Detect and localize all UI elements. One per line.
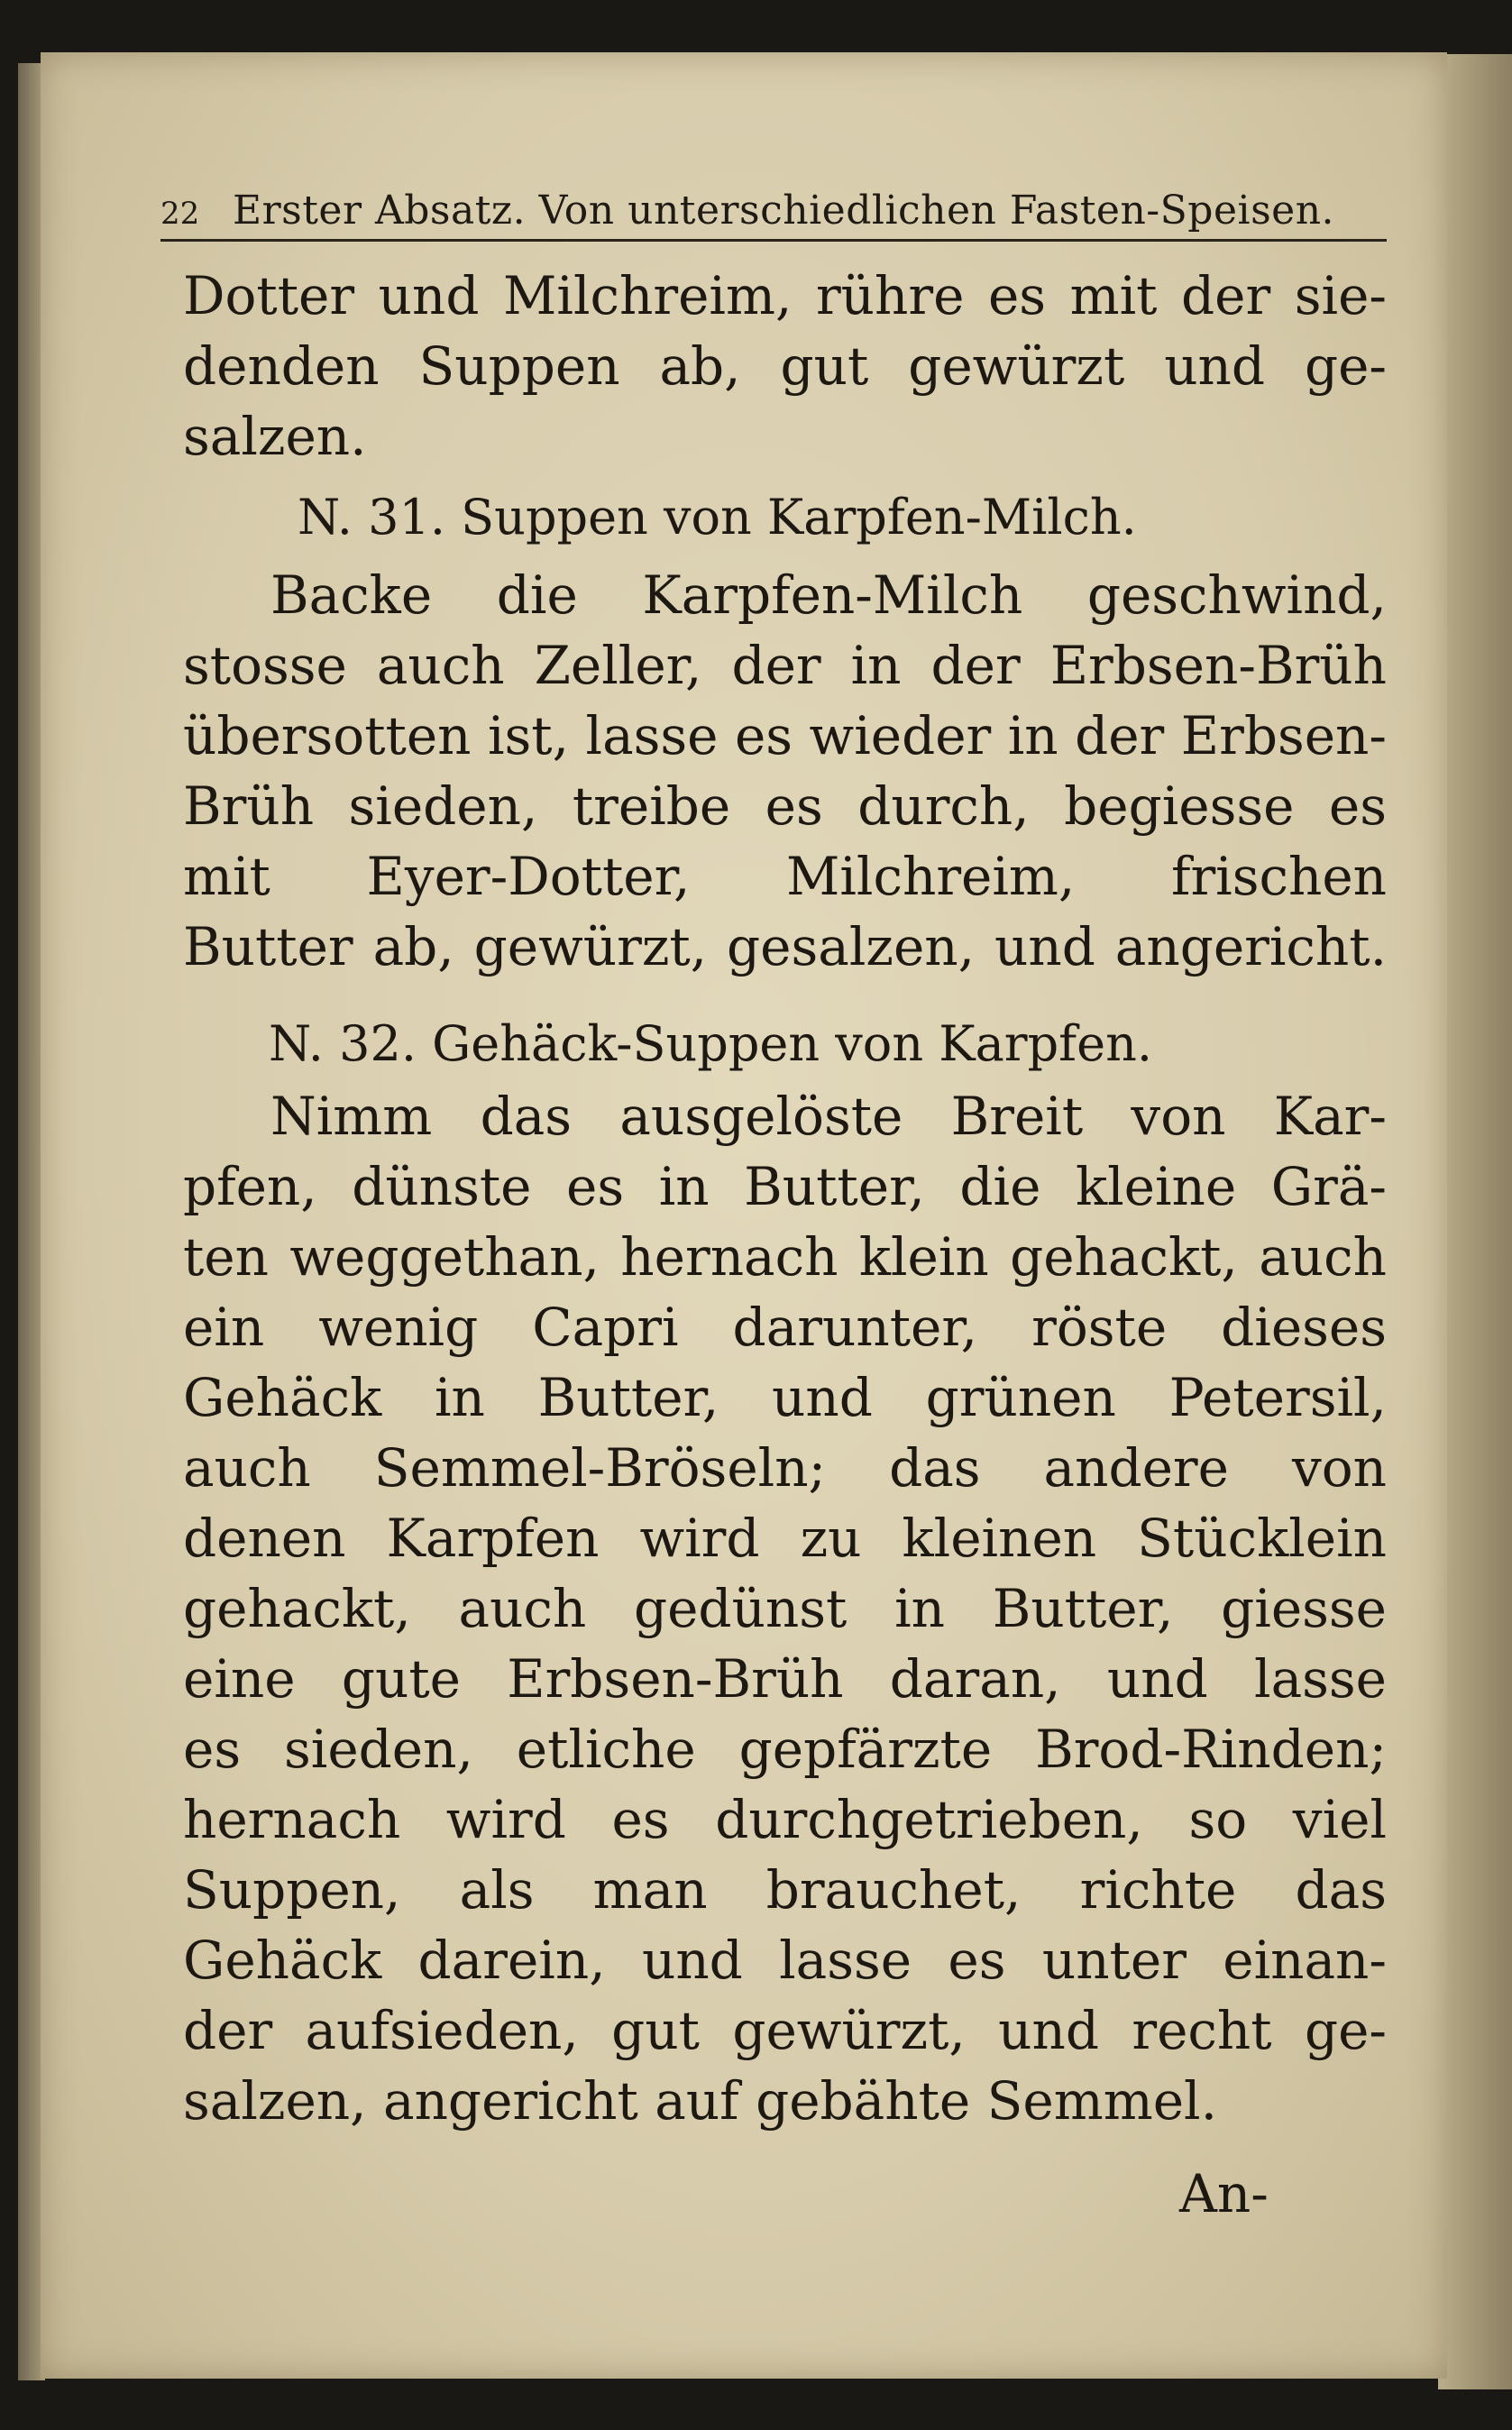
text-line: stosse auch Zeller, der in der Erbsen-Brüh xyxy=(183,635,1387,696)
text-line: gehackt, auch gedünst in Butter, giesse xyxy=(183,1578,1387,1639)
text-line: mit Eyer-Dotter, Milchreim, frischen xyxy=(183,846,1387,907)
text-line: Backe die Karpfen-Milch geschwind, xyxy=(270,564,1387,626)
text-line: Suppen, als man brauchet, richte das xyxy=(183,1859,1387,1921)
text-line: Brüh sieden, treibe es durch, begiesse es xyxy=(183,775,1387,837)
catchword: An- xyxy=(1179,2163,1269,2224)
text-line: ein wenig Capri darunter, röste dieses xyxy=(183,1297,1387,1358)
recipe-heading: N. 31. Suppen von Karpfen-Milch. xyxy=(298,489,1137,546)
running-head-title: Erster Absatz. Von unterschiedlichen Fasten-Speisen. xyxy=(233,188,1335,234)
running-header xyxy=(160,176,1387,242)
recipe-heading: N. 32. Gehäck-Suppen von Karpfen. xyxy=(269,1015,1153,1072)
text-line: Nimm das ausgelöste Breit von Kar- xyxy=(270,1086,1387,1147)
page-stack-edge xyxy=(1438,54,1512,2389)
text-line: Butter ab, gewürzt, gesalzen, und angericht. xyxy=(183,916,1387,977)
text-line: denen Karpfen wird zu kleinen Stücklein xyxy=(183,1508,1387,1569)
text-line: der aufsieden, gut gewürzt, und recht ge- xyxy=(183,2000,1387,2061)
text-line: hernach wird es durchgetrieben, so viel xyxy=(183,1789,1387,1850)
text-line: Gehäck darein, und lasse es unter einan- xyxy=(183,1930,1387,1991)
text-line: salzen, angericht auf gebähte Semmel. xyxy=(183,2070,1218,2132)
text-line: eine gute Erbsen-Brüh daran, und lasse xyxy=(183,1648,1387,1710)
text-line: auch Semmel-Bröseln; das andere von xyxy=(183,1437,1387,1499)
page-number: 22 xyxy=(160,196,200,232)
text-line: übersotten ist, lasse es wieder in der Erbsen- xyxy=(183,705,1387,766)
text-line: salzen. xyxy=(183,406,367,467)
text-line: denden Suppen ab, gut gewürzt und ge- xyxy=(183,335,1387,397)
text-line: Dotter und Milchreim, rühre es mit der sie- xyxy=(183,265,1387,326)
text-line: Gehäck in Butter, und grünen Petersil, xyxy=(183,1367,1387,1428)
text-line: es sieden, etliche gepfärzte Brod-Rinden; xyxy=(183,1719,1387,1780)
text-line: ten weggethan, hernach klein gehackt, auch xyxy=(183,1226,1387,1288)
text-line: pfen, dünste es in Butter, die kleine Grä- xyxy=(183,1156,1387,1217)
